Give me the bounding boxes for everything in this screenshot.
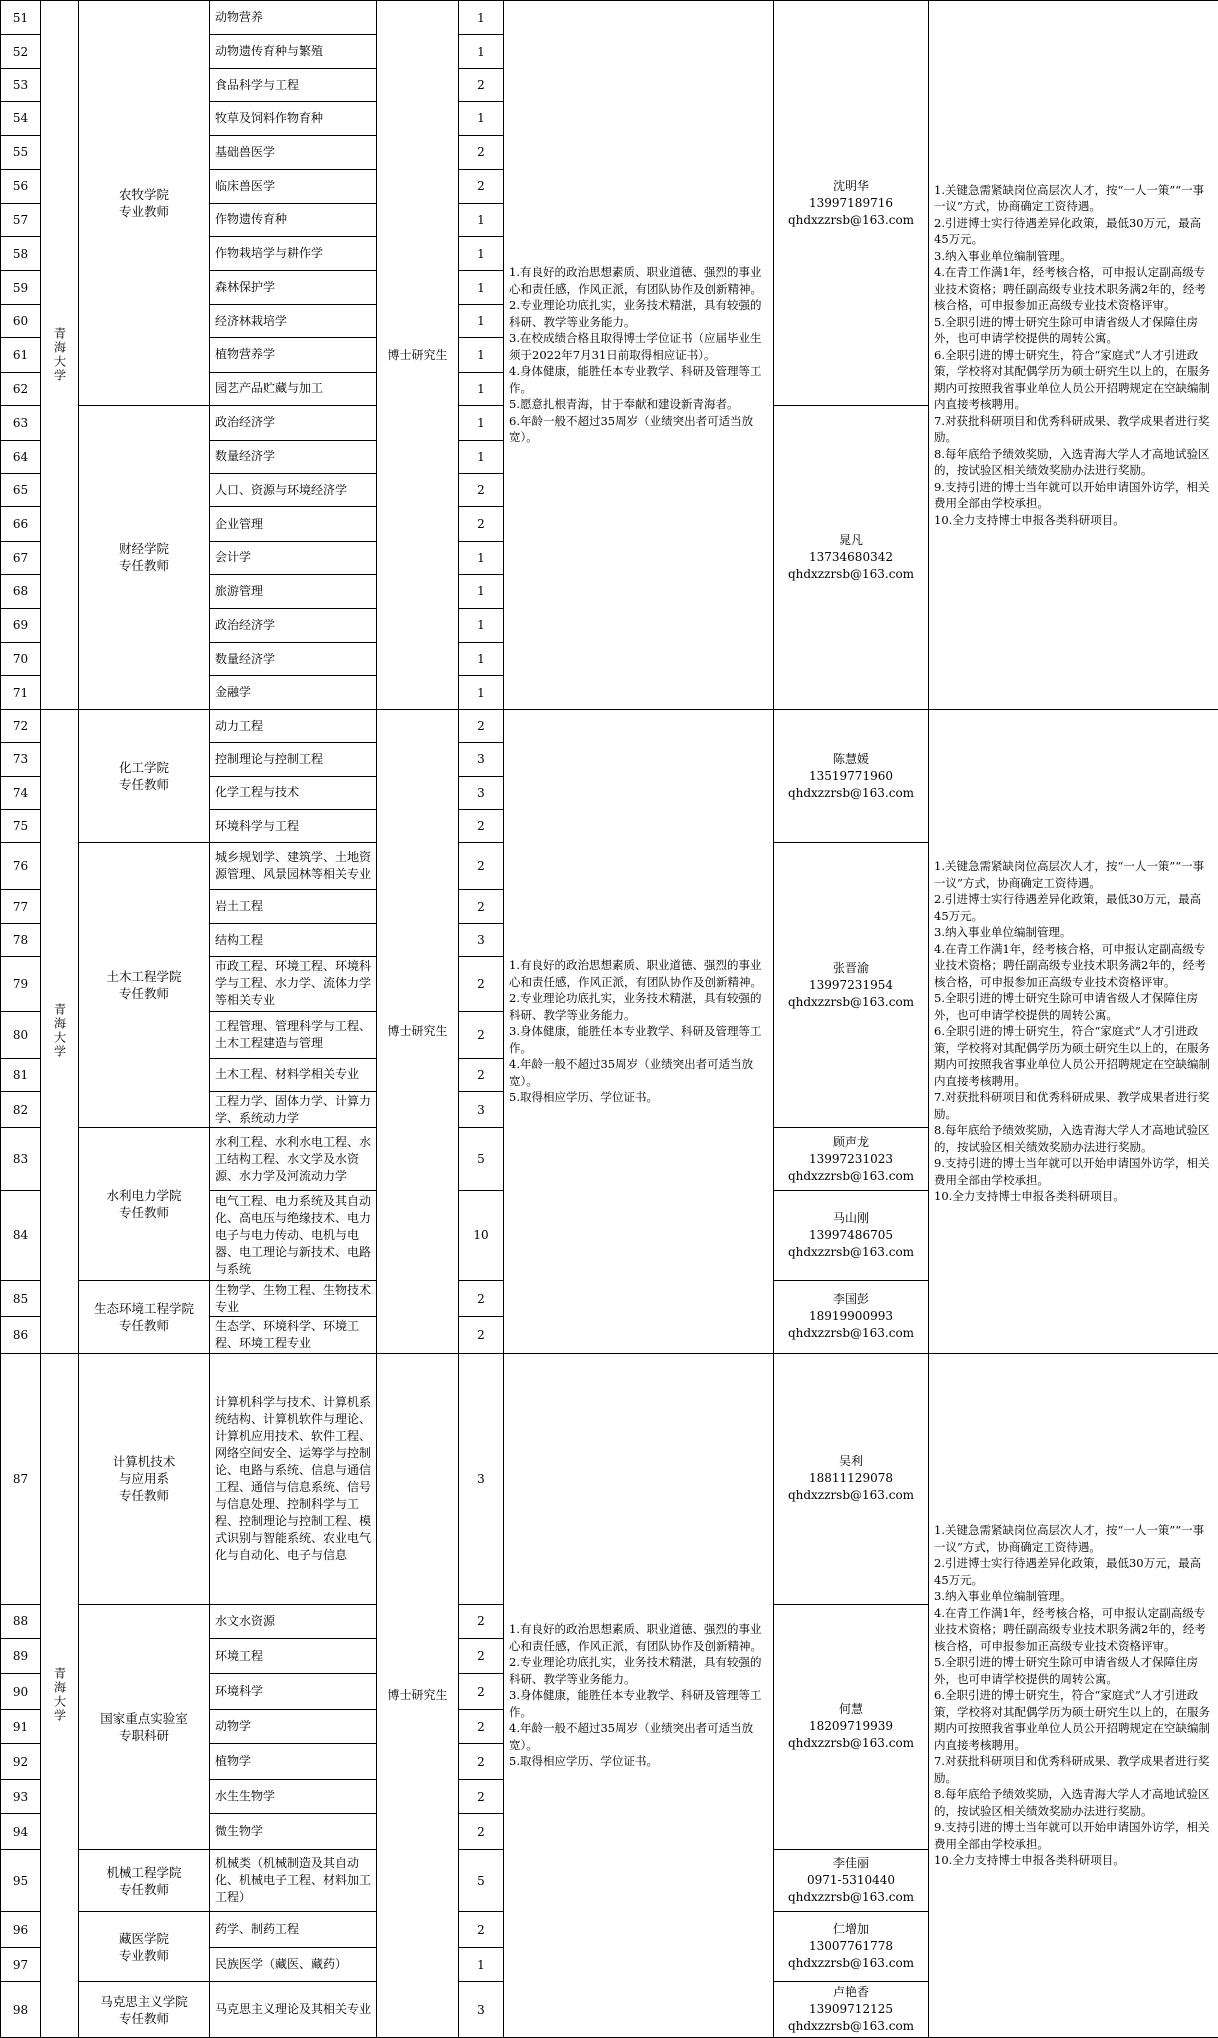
contact-cell — [774, 1912, 929, 1982]
row-number: 66 — [1, 507, 41, 541]
row-number: 73 — [1, 743, 41, 776]
major-cell: 食品科学与工程 — [210, 68, 377, 101]
table-row — [1, 709, 1218, 742]
contact-email[interactable]: qhdxzzrsb@163.com — [787, 1956, 915, 1971]
benefit-item: 5.全职引进的博士研究生除可申请省级人才保障住房外，也可申请学校提供的周转公寓。 — [934, 991, 1198, 1022]
major-cell: 机械类（机械制造及其自动化、机械电子工程、材料加工工程） — [210, 1849, 377, 1912]
count-cell: 2 — [459, 810, 504, 843]
row-number: 59 — [1, 271, 41, 304]
count-cell: 2 — [459, 1011, 504, 1058]
row-number: 91 — [1, 1709, 41, 1743]
major-cell: 作物栽培学与耕作学 — [210, 236, 377, 270]
major-cell: 土木工程、材料学相关专业 — [210, 1058, 377, 1091]
contact-email[interactable]: qhdxzzrsb@163.com — [787, 566, 915, 581]
contact-cell — [774, 1280, 929, 1353]
count-cell: 2 — [459, 1709, 504, 1743]
requirements-cell — [504, 709, 774, 1353]
major-cell: 政治经济学 — [210, 406, 377, 440]
contact-cell — [774, 843, 929, 1128]
major-cell: 工程管理、管理科学与工程、土木工程建造与管理 — [210, 1011, 377, 1058]
major-cell: 动物学 — [210, 1709, 377, 1743]
row-number: 82 — [1, 1091, 41, 1128]
benefit-item: 7.对获批科研项目和优秀科研成果、教学成果者进行奖励。 — [934, 1754, 1210, 1785]
benefit-item: 1.关键急需紧缺岗位高层次人才，按“一人一策”“一事一议”方式，协商确定工资待遇。 — [934, 859, 1205, 890]
contact-phone: 13997231023 — [809, 1151, 893, 1166]
count-cell: 1 — [459, 406, 504, 440]
education-cell: 博士研究生 — [377, 1, 459, 710]
benefit-item: 2.引进博士实行待遇差异化政策，最低30万元，最高45万元。 — [934, 892, 1202, 923]
row-number: 88 — [1, 1604, 41, 1638]
requirement-item: 4.身体健康，能胜任本专业教学、科研及管理等工作。 — [509, 364, 762, 395]
college-cell: 农牧学院 专业教师 — [79, 1, 210, 406]
requirement-item: 1.有良好的政治思想素质、职业道德、强烈的事业心和责任感，作风正派，有团队协作及创新精神。 — [509, 265, 762, 296]
count-cell: 1 — [459, 35, 504, 68]
contact-email[interactable]: qhdxzzrsb@163.com — [787, 1736, 915, 1751]
requirement-item: 5.愿意扎根青海，甘于奉献和建设新青海者。 — [509, 397, 739, 412]
contact-name: 晁凡 — [838, 532, 863, 547]
major-cell: 人口、资源与环境经济学 — [210, 473, 377, 506]
major-cell: 计算机科学与技术、计算机系统结构、计算机软件与理论、计算机应用技术、软件工程、网络空间安全、运筹学与控制论、电路与系统、信息与通信工程、通信与信息系统、信号与信息处理、控制科学与工程、控制理论与控制工程、模式识别与智能系统、农业电气化与自动化、电子与信息 — [210, 1353, 377, 1604]
major-cell: 化学工程与技术 — [210, 776, 377, 809]
count-cell: 3 — [459, 923, 504, 956]
row-number: 79 — [1, 957, 41, 1011]
requirement-item: 4.年龄一般不超过35周岁（业绩突出者可适当放宽）。 — [509, 1057, 754, 1088]
row-number: 63 — [1, 406, 41, 440]
major-cell: 城乡规划学、建筑学、土地资源管理、风景园林等相关专业 — [210, 843, 377, 890]
row-number: 85 — [1, 1280, 41, 1317]
row-number: 98 — [1, 1982, 41, 2038]
major-cell: 植物营养学 — [210, 338, 377, 372]
count-cell: 1 — [459, 203, 504, 236]
major-cell: 环境科学与工程 — [210, 810, 377, 843]
major-cell: 控制理论与控制工程 — [210, 743, 377, 776]
contact-email[interactable]: qhdxzzrsb@163.com — [787, 785, 915, 800]
major-cell: 结构工程 — [210, 923, 377, 956]
benefit-item: 9.支持引进的博士当年就可以开始申请国外访学，相关费用全部由学校承担。 — [934, 1820, 1210, 1851]
college-cell: 财经学院 专任教师 — [79, 406, 210, 710]
benefit-item: 6.全职引进的博士研究生，符合“家庭式”人才引进政策，学校将对其配偶学历为硕士研究生以上的，在服务期内可按照我省事业单位人员公开招聘规定在空缺编制内直接考核聘用。 — [934, 347, 1210, 412]
count-cell: 2 — [459, 170, 504, 203]
unit-name: 青海大学 — [52, 1667, 67, 1724]
unit-cell — [41, 709, 79, 1353]
benefit-item: 1.关键急需紧缺岗位高层次人才，按“一人一策”“一事一议”方式，协商确定工资待遇。 — [934, 182, 1205, 214]
contact-email[interactable]: qhdxzzrsb@163.com — [787, 1890, 915, 1905]
major-cell: 森林保护学 — [210, 271, 377, 304]
count-cell: 1 — [459, 676, 504, 709]
contact-cell — [774, 1849, 929, 1912]
count-cell: 2 — [459, 1912, 504, 1947]
college-cell: 生态环境工程学院 专任教师 — [79, 1280, 210, 1353]
row-number: 70 — [1, 643, 41, 676]
row-number: 58 — [1, 236, 41, 270]
count-cell: 2 — [459, 1280, 504, 1317]
count-cell: 10 — [459, 1191, 504, 1281]
count-cell: 1 — [459, 236, 504, 270]
benefit-item: 10.全力支持博士申报各类科研项目。 — [934, 1853, 1125, 1868]
benefits-cell — [929, 1353, 1218, 2037]
college-cell: 计算机技术 与应用系 专任教师 — [79, 1353, 210, 1604]
college-cell: 化工学院 专任教师 — [79, 709, 210, 843]
row-number: 52 — [1, 35, 41, 68]
count-cell: 2 — [459, 135, 504, 169]
major-cell: 电气工程、电力系统及其自动化、高电压与绝缘技术、电力电子与电力传动、电机与电器、电工理论与新技术、电路与系统 — [210, 1191, 377, 1281]
contact-name: 吴利 — [838, 1454, 863, 1469]
row-number: 67 — [1, 541, 41, 574]
major-cell: 药学、制药工程 — [210, 1912, 377, 1947]
college-cell: 藏医学院 专业教师 — [79, 1912, 210, 1982]
count-cell: 1 — [459, 1947, 504, 1981]
benefit-item: 10.全力支持博士申报各类科研项目。 — [934, 1189, 1125, 1204]
row-number: 71 — [1, 676, 41, 709]
contact-name: 仁增加 — [832, 1922, 869, 1937]
major-cell: 生物学、生物工程、生物技术专业 — [210, 1280, 377, 1317]
major-cell: 水利工程、水利水电工程、水工结构工程、水文学及水资源、水力学及河流动力学 — [210, 1128, 377, 1191]
requirement-item: 2.专业理论功底扎实，业务技术精湛，具有较强的科研、教学等业务能力。 — [509, 991, 762, 1022]
contact-phone: 0971-5310440 — [806, 1873, 896, 1888]
education-cell: 博士研究生 — [377, 709, 459, 1353]
count-cell: 2 — [459, 1814, 504, 1849]
contact-email[interactable]: qhdxzzrsb@163.com — [787, 1488, 915, 1503]
contact-email[interactable]: qhdxzzrsb@163.com — [787, 1168, 915, 1183]
row-number: 75 — [1, 810, 41, 843]
count-cell: 1 — [459, 102, 504, 135]
contact-email[interactable]: qhdxzzrsb@163.com — [787, 212, 915, 227]
table-body — [1, 1, 1218, 2038]
requirement-item: 3.身体健康，能胜任本专业教学、科研及管理等工作。 — [509, 1024, 762, 1055]
major-cell: 工程力学、固体力学、计算力学、系统动力学 — [210, 1091, 377, 1128]
contact-phone: 13909712125 — [809, 2002, 893, 2017]
benefit-item: 4.在青工作满1年，经考核合格，可申报认定副高级专业技术资格；聘任副高级专业技术职务满2年的，经考核合格，可申报参加正高级专业技术资格评审。 — [934, 1605, 1206, 1653]
row-number: 65 — [1, 473, 41, 506]
row-number: 84 — [1, 1191, 41, 1281]
count-cell: 2 — [459, 68, 504, 101]
row-number: 72 — [1, 709, 41, 742]
major-cell: 生态学、环境科学、环境工程、环境工程专业 — [210, 1317, 377, 1354]
major-cell: 环境科学 — [210, 1674, 377, 1709]
requirement-item: 6.年龄一般不超过35周岁（业绩突出者可适当放宽）。 — [509, 413, 754, 445]
benefit-item: 8.每年底给予绩效奖励，入选青海大学人才高地试验区的，按试验区相关绩效奖励办法进行奖励。 — [934, 1123, 1210, 1154]
major-cell: 微生物学 — [210, 1814, 377, 1849]
benefit-item: 6.全职引进的博士研究生，符合“家庭式”人才引进政策，学校将对其配偶学历为硕士研究生以上的，在服务期内可按照我省事业单位人员公开招聘规定在空缺编制内直接考核聘用。 — [934, 1688, 1210, 1752]
row-number: 87 — [1, 1353, 41, 1604]
count-cell: 3 — [459, 776, 504, 809]
major-cell: 作物遗传育种 — [210, 203, 377, 236]
count-cell: 2 — [459, 1674, 504, 1709]
row-number: 90 — [1, 1674, 41, 1709]
benefit-item: 3.纳入事业单位编制管理。 — [934, 1589, 1072, 1604]
major-cell: 植物学 — [210, 1744, 377, 1779]
contact-name: 李国彭 — [832, 1292, 869, 1307]
count-cell: 2 — [459, 1317, 504, 1354]
contact-cell — [774, 1604, 929, 1849]
unit-name: 青海大学 — [52, 1003, 67, 1060]
benefit-item: 5.全职引进的博士研究生除可申请省级人才保障住房外，也可申请学校提供的周转公寓。 — [934, 1655, 1198, 1686]
contact-cell — [774, 406, 929, 710]
row-number: 92 — [1, 1744, 41, 1779]
benefit-item: 4.在青工作满1年，经考核合格，可申报认定副高级专业技术资格；聘任副高级专业技术职务满2年的，经考核合格，可申报参加正高级专业技术资格评审。 — [934, 941, 1206, 989]
row-number: 64 — [1, 440, 41, 473]
count-cell: 2 — [459, 1604, 504, 1638]
row-number: 76 — [1, 843, 41, 890]
benefit-item: 7.对获批科研项目和优秀科研成果、教学成果者进行奖励。 — [934, 1090, 1210, 1121]
contact-cell — [774, 1982, 929, 2038]
row-number: 51 — [1, 1, 41, 35]
count-cell: 5 — [459, 1849, 504, 1912]
count-cell: 1 — [459, 271, 504, 304]
count-cell: 2 — [459, 507, 504, 541]
count-cell: 1 — [459, 338, 504, 372]
contact-email[interactable]: qhdxzzrsb@163.com — [787, 2019, 915, 2034]
major-cell: 动物营养 — [210, 1, 377, 35]
count-cell: 2 — [459, 957, 504, 1011]
benefits-cell — [929, 1, 1218, 710]
contact-email[interactable]: qhdxzzrsb@163.com — [787, 1244, 915, 1259]
count-cell: 2 — [459, 709, 504, 742]
contact-name: 陈慧媛 — [832, 751, 869, 766]
benefit-item: 10.全力支持博士申报各类科研项目。 — [934, 512, 1125, 527]
contact-phone: 13997189716 — [809, 195, 893, 210]
college-cell: 土木工程学院 专任教师 — [79, 843, 210, 1128]
contact-phone: 18919900993 — [809, 1309, 893, 1324]
major-cell: 企业管理 — [210, 507, 377, 541]
table-row — [1, 1, 1218, 35]
contact-email[interactable]: qhdxzzrsb@163.com — [787, 994, 915, 1009]
row-number: 53 — [1, 68, 41, 101]
college-cell: 水利电力学院 专任教师 — [79, 1128, 210, 1280]
count-cell: 1 — [459, 541, 504, 574]
count-cell: 2 — [459, 1638, 504, 1673]
major-cell: 马克思主义理论及其相关专业 — [210, 1982, 377, 2038]
benefit-item: 2.引进博士实行待遇差异化政策，最低30万元，最高45万元。 — [934, 1556, 1202, 1587]
contact-cell — [774, 1191, 929, 1281]
row-number: 77 — [1, 890, 41, 923]
contact-phone: 13007761778 — [809, 1939, 893, 1954]
row-number: 89 — [1, 1638, 41, 1673]
major-cell: 经济林栽培学 — [210, 304, 377, 337]
row-number: 57 — [1, 203, 41, 236]
count-cell: 1 — [459, 304, 504, 337]
major-cell: 牧草及饲料作物育种 — [210, 102, 377, 135]
major-cell: 基础兽医学 — [210, 135, 377, 169]
benefit-item: 9.支持引进的博士当年就可以开始申请国外访学，相关费用全部由学校承担。 — [934, 1156, 1210, 1187]
education-cell: 博士研究生 — [377, 1353, 459, 2037]
contact-phone: 18811129078 — [809, 1471, 893, 1486]
row-number: 54 — [1, 102, 41, 135]
row-number: 78 — [1, 923, 41, 956]
major-cell: 数量经济学 — [210, 643, 377, 676]
count-cell: 2 — [459, 1058, 504, 1091]
benefit-item: 7.对获批科研项目和优秀科研成果、教学成果者进行奖励。 — [934, 413, 1210, 445]
row-number: 81 — [1, 1058, 41, 1091]
college-cell: 马克思主义学院 专任教师 — [79, 1982, 210, 2038]
benefit-item: 4.在青工作满1年，经考核合格，可申报认定副高级专业技术资格；聘任副高级专业技术职务满2年的，经考核合格，可申报参加正高级专业技术资格评审。 — [934, 265, 1206, 313]
row-number: 56 — [1, 170, 41, 203]
major-cell: 市政工程、环境工程、环境科学与工程、水力学、流体力学等相关专业 — [210, 957, 377, 1011]
major-cell: 园艺产品贮藏与加工 — [210, 372, 377, 405]
count-cell: 1 — [459, 440, 504, 473]
count-cell: 1 — [459, 1, 504, 35]
requirement-item: 3.在校成绩合格且取得博士学位证书（应届毕业生须于2022年7月31日前取得相应证书）。 — [509, 331, 762, 362]
row-number: 62 — [1, 372, 41, 405]
contact-name: 马山刚 — [832, 1210, 869, 1225]
requirement-item: 1.有良好的政治思想素质、职业道德、强烈的事业心和责任感，作风正派，有团队协作及创新精神。 — [509, 1622, 762, 1653]
count-cell: 1 — [459, 575, 504, 608]
requirements-cell — [504, 1353, 774, 2037]
contact-name: 沈明华 — [832, 178, 869, 193]
count-cell: 3 — [459, 1091, 504, 1128]
contact-phone: 18209719939 — [809, 1719, 893, 1734]
contact-name: 李佳丽 — [832, 1856, 869, 1871]
contact-cell — [774, 1, 929, 406]
count-cell: 2 — [459, 843, 504, 890]
major-cell: 水文水资源 — [210, 1604, 377, 1638]
requirement-item: 5.取得相应学历、学位证书。 — [509, 1090, 658, 1105]
count-cell: 1 — [459, 643, 504, 676]
contact-cell — [774, 1353, 929, 1604]
major-cell: 金融学 — [210, 676, 377, 709]
row-number: 86 — [1, 1317, 41, 1354]
contact-phone: 13519771960 — [809, 768, 893, 783]
contact-name: 卢艳香 — [832, 1985, 869, 2000]
count-cell: 1 — [459, 372, 504, 405]
contact-name: 顾声龙 — [832, 1134, 869, 1149]
major-cell: 旅游管理 — [210, 575, 377, 608]
contact-phone: 13734680342 — [809, 549, 893, 564]
count-cell: 2 — [459, 890, 504, 923]
count-cell: 5 — [459, 1128, 504, 1191]
row-number: 61 — [1, 338, 41, 372]
unit-name: 青海大学 — [52, 326, 67, 383]
row-number: 55 — [1, 135, 41, 169]
contact-name: 何慧 — [838, 1702, 863, 1717]
requirements-cell — [504, 1, 774, 710]
count-cell: 1 — [459, 608, 504, 642]
benefit-item: 3.纳入事业单位编制管理。 — [934, 248, 1072, 263]
row-number: 95 — [1, 1849, 41, 1912]
count-cell: 3 — [459, 743, 504, 776]
contact-email[interactable]: qhdxzzrsb@163.com — [787, 1326, 915, 1341]
unit-cell — [41, 1353, 79, 2037]
major-cell: 岩土工程 — [210, 890, 377, 923]
requirement-item: 1.有良好的政治思想素质、职业道德、强烈的事业心和责任感，作风正派，有团队协作及创新精神。 — [509, 958, 762, 989]
row-number: 93 — [1, 1779, 41, 1813]
row-number: 97 — [1, 1947, 41, 1981]
college-cell: 国家重点实验室 专职科研 — [79, 1604, 210, 1849]
major-cell: 临床兽医学 — [210, 170, 377, 203]
benefits-cell — [929, 709, 1218, 1353]
count-cell: 2 — [459, 1744, 504, 1779]
benefit-item: 1.关键急需紧缺岗位高层次人才，按“一人一策”“一事一议”方式，协商确定工资待遇。 — [934, 1523, 1205, 1554]
contact-phone: 13997231954 — [809, 977, 893, 992]
table-row — [1, 1353, 1218, 1604]
college-cell: 机械工程学院 专任教师 — [79, 1849, 210, 1912]
benefit-item: 5.全职引进的博士研究生除可申请省级人才保障住房外，也可申请学校提供的周转公寓。 — [934, 314, 1198, 346]
major-cell: 民族医学（藏医、藏药） — [210, 1947, 377, 1981]
row-number: 80 — [1, 1011, 41, 1058]
count-cell: 3 — [459, 1353, 504, 1604]
count-cell: 2 — [459, 473, 504, 506]
requirement-item: 4.年龄一般不超过35周岁（业绩突出者可适当放宽）。 — [509, 1721, 754, 1752]
major-cell: 数量经济学 — [210, 440, 377, 473]
count-cell: 3 — [459, 1982, 504, 2038]
major-cell: 会计学 — [210, 541, 377, 574]
row-number: 83 — [1, 1128, 41, 1191]
benefit-item: 8.每年底给予绩效奖励，入选青海大学人才高地试验区的，按试验区相关绩效奖励办法进行奖励。 — [934, 1787, 1210, 1818]
row-number: 74 — [1, 776, 41, 809]
count-cell: 2 — [459, 1779, 504, 1813]
row-number: 96 — [1, 1912, 41, 1947]
major-cell: 水生生物学 — [210, 1779, 377, 1813]
major-cell: 政治经济学 — [210, 608, 377, 642]
major-cell: 动物遗传育种与繁殖 — [210, 35, 377, 68]
major-cell: 环境工程 — [210, 1638, 377, 1673]
contact-cell — [774, 709, 929, 843]
unit-cell — [41, 1, 79, 710]
contact-phone: 13997486705 — [809, 1227, 893, 1242]
requirement-item: 2.专业理论功底扎实，业务技术精湛，具有较强的科研、教学等业务能力。 — [509, 1655, 762, 1686]
row-number: 68 — [1, 575, 41, 608]
benefit-item: 3.纳入事业单位编制管理。 — [934, 925, 1072, 940]
requirement-item: 5.取得相应学历、学位证书。 — [509, 1754, 658, 1769]
benefit-item: 8.每年底给予绩效奖励，入选青海大学人才高地试验区的，按试验区相关绩效奖励办法进行奖励。 — [934, 446, 1210, 478]
contact-cell — [774, 1128, 929, 1191]
row-number: 94 — [1, 1814, 41, 1849]
benefit-item: 2.引进博士实行待遇差异化政策，最低30万元，最高45万元。 — [934, 215, 1202, 247]
row-number: 69 — [1, 608, 41, 642]
requirement-item: 2.专业理论功底扎实，业务技术精湛，具有较强的科研、教学等业务能力。 — [509, 298, 762, 329]
benefit-item: 6.全职引进的博士研究生，符合“家庭式”人才引进政策，学校将对其配偶学历为硕士研究生以上的，在服务期内可按照我省事业单位人员公开招聘规定在空缺编制内直接考核聘用。 — [934, 1024, 1210, 1088]
major-cell: 动力工程 — [210, 709, 377, 742]
row-number: 60 — [1, 304, 41, 337]
requirement-item: 3.身体健康，能胜任本专业教学、科研及管理等工作。 — [509, 1688, 762, 1719]
contact-name: 张晋渝 — [832, 960, 869, 975]
benefit-item: 9.支持引进的博士当年就可以开始申请国外访学，相关费用全部由学校承担。 — [934, 479, 1210, 511]
